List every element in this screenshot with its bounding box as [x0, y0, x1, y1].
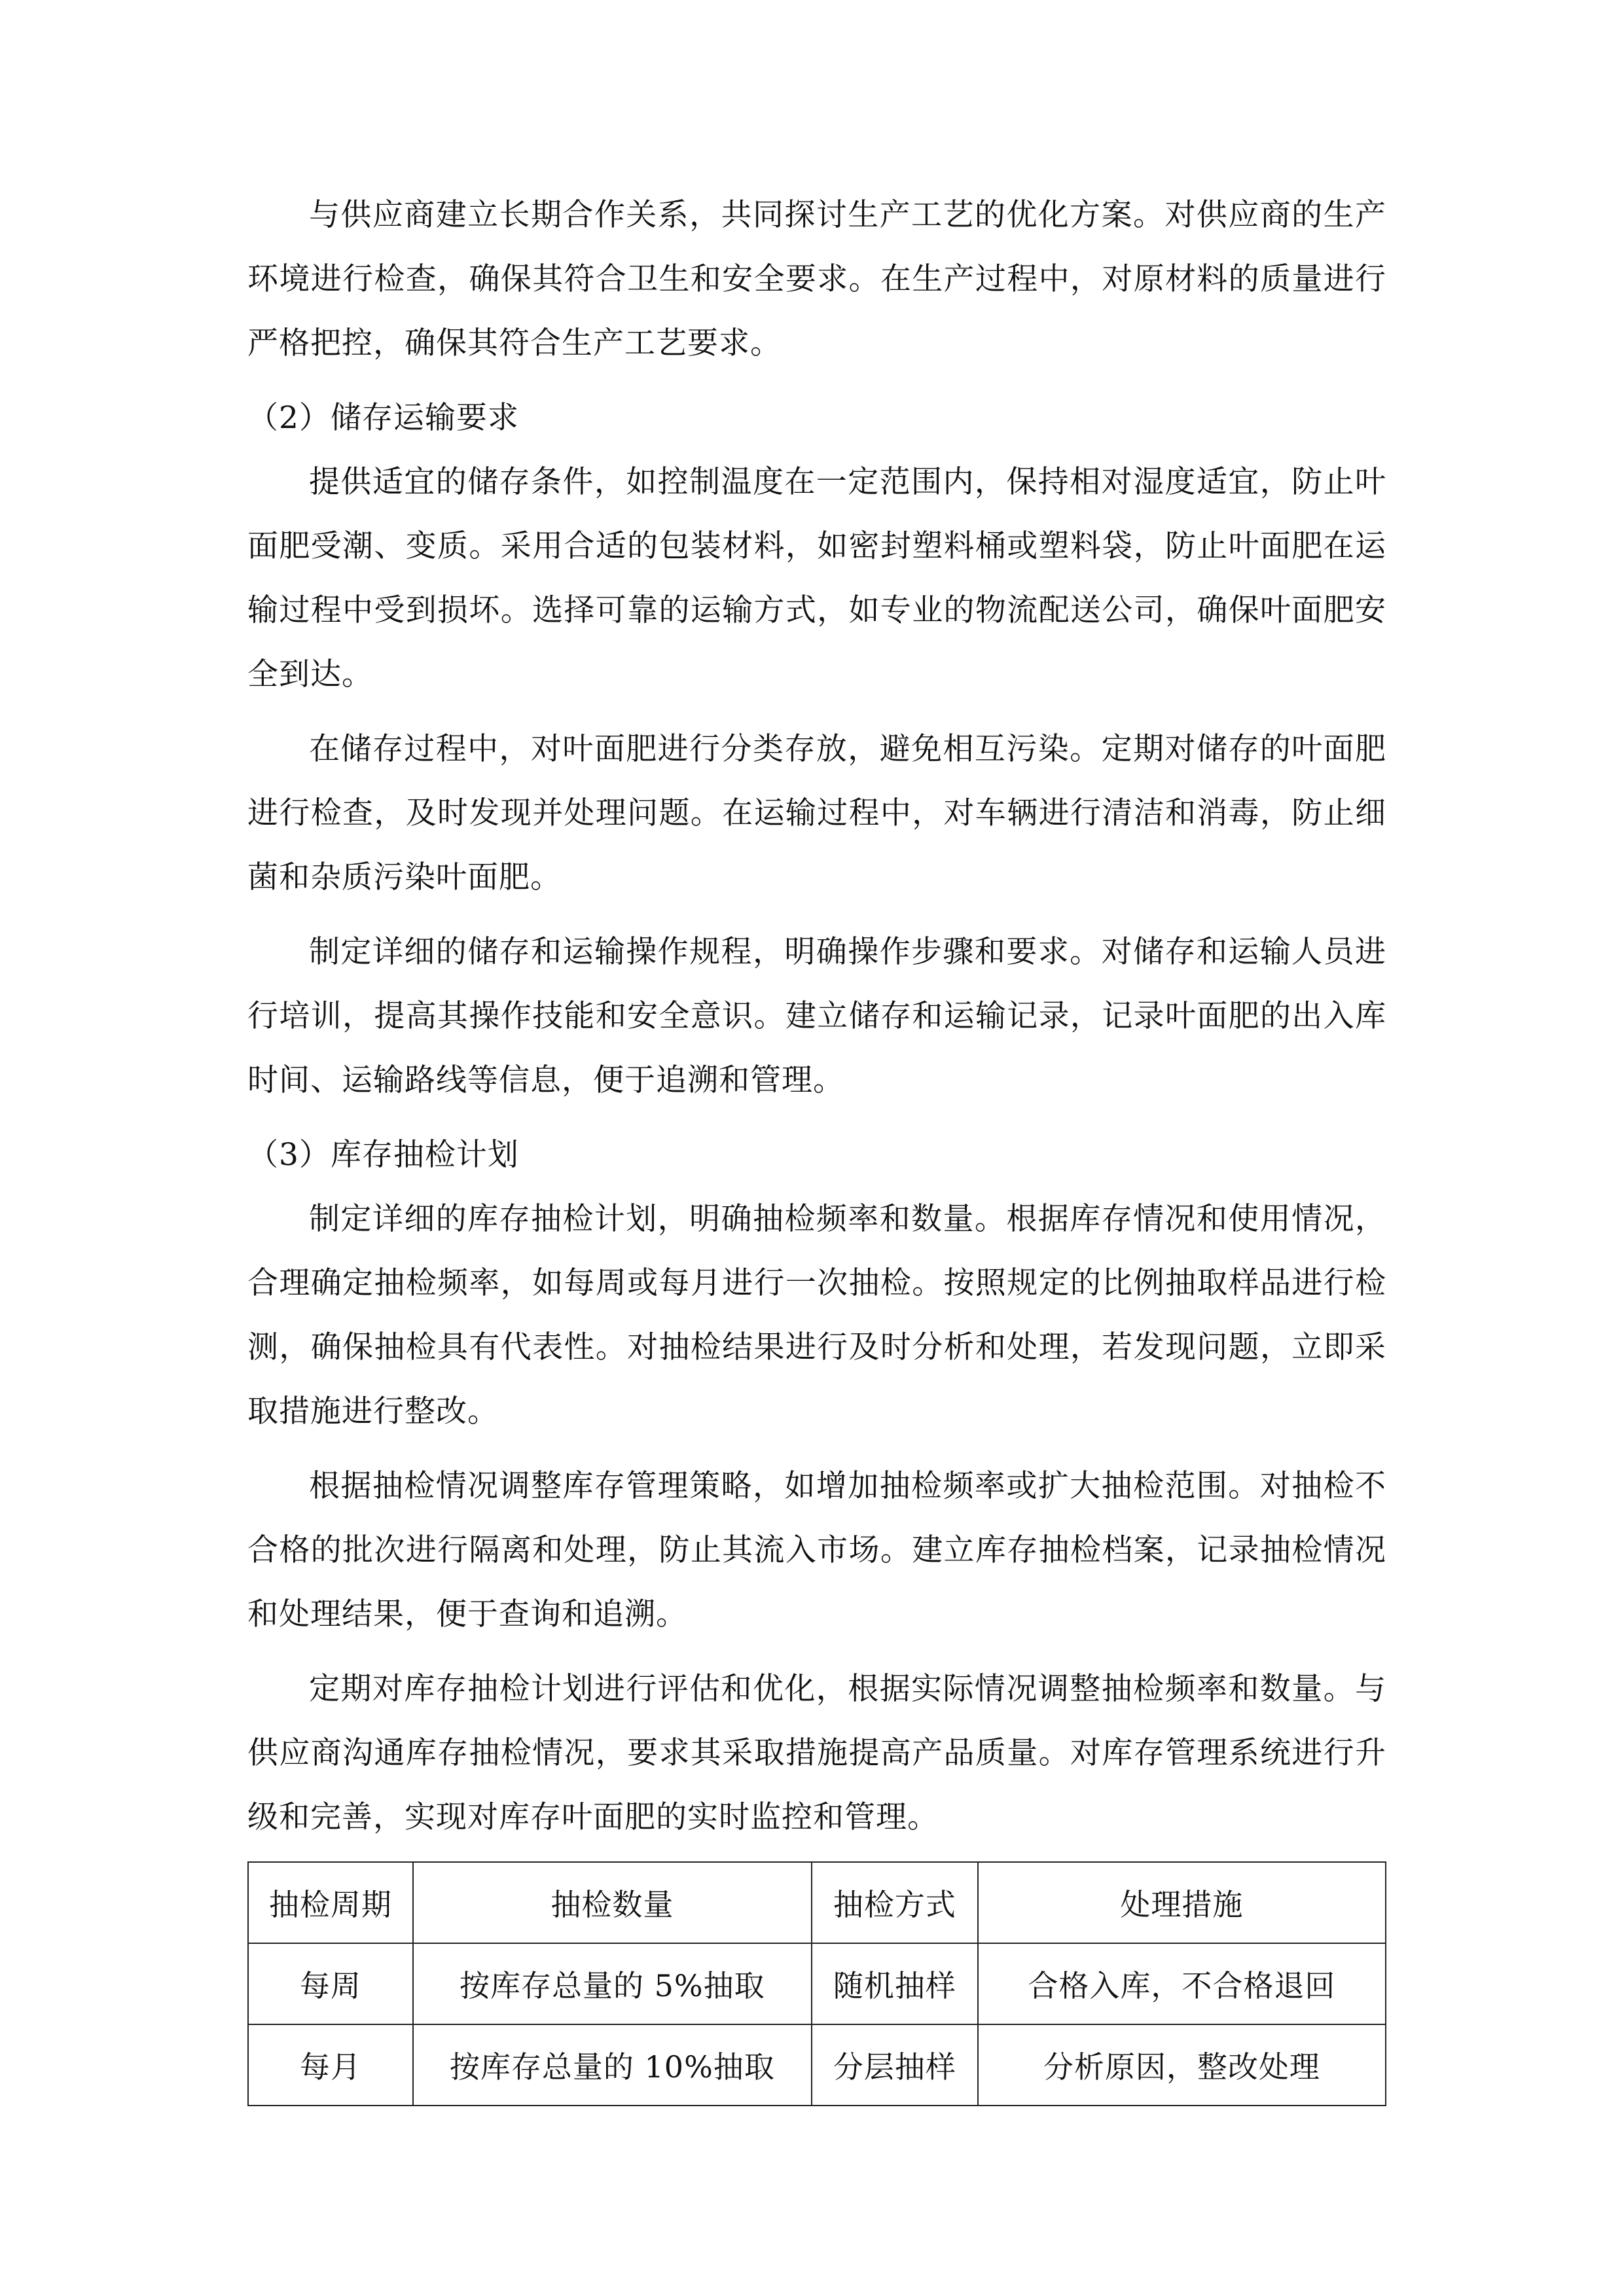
table-cell: 每周	[248, 1943, 413, 2024]
table-cell: 每月	[248, 2024, 413, 2106]
paragraph-inspection-plan: 制定详细的库存抽检计划，明确抽检频率和数量。根据库存情况和使用情况，合理确定抽检频率，如每周或每月进行一次抽检。按照规定的比例抽取样品进行检测，确保抽检具有代表性。对抽检结果进行及时分析和处理，若发现问题，立即采取措施进行整改。	[247, 1201, 1386, 1429]
paragraph-storage-conditions: 提供适宜的储存条件，如控制温度在一定范围内，保持相对湿度适宜，防止叶面肥受潮、变质。采用合适的包装材料，如密封塑料桶或塑料袋，防止叶面肥在运输过程中受到损坏。选择可靠的运输方式，如专业的物流配送公司，确保叶面肥安全到达。	[247, 464, 1386, 692]
header-cell-measures: 处理措施	[978, 1862, 1386, 1943]
paragraph-operation-rules: 制定详细的储存和运输操作规程，明确操作步骤和要求。对储存和运输人员进行培训，提高其操作技能和安全意识。建立储存和运输记录，记录叶面肥的出入库时间、运输路线等信息，便于追溯和管理。	[247, 934, 1386, 1098]
table-cell: 分层抽样	[812, 2024, 978, 2106]
table-cell: 随机抽样	[812, 1943, 978, 2024]
header-cell-method: 抽检方式	[812, 1862, 978, 1943]
table-cell: 按库存总量的 5%抽取	[413, 1943, 812, 2024]
document-page	[247, 183, 1386, 2106]
paragraph-inspection-adjustment: 根据抽检情况调整库存管理策略，如增加抽检频率或扩大抽检范围。对抽检不合格的批次进行隔离和处理，防止其流入市场。建立库存抽检档案，记录抽检情况和处理结果，便于查询和追溯。	[247, 1468, 1386, 1632]
table-row	[248, 2024, 1386, 2106]
table-cell: 分析原因，整改处理	[978, 2024, 1386, 2106]
table-row	[248, 1943, 1386, 2024]
paragraph-storage-process: 在储存过程中，对叶面肥进行分类存放，避免相互污染。定期对储存的叶面肥进行检查，及时发现并处理问题。在运输过程中，对车辆进行清洁和消毒，防止细菌和杂质污染叶面肥。	[247, 731, 1386, 895]
table-cell: 合格入库，不合格退回	[978, 1943, 1386, 2024]
paragraph-supplier-cooperation: 与供应商建立长期合作关系，共同探讨生产工艺的优化方案。对供应商的生产环境进行检查，确保其符合卫生和安全要求。在生产过程中，对原材料的质量进行严格把控，确保其符合生产工艺要求。	[247, 197, 1386, 361]
section-heading-storage-transport: （2）储存运输要求	[247, 400, 519, 436]
table-cell: 按库存总量的 10%抽取	[413, 2024, 812, 2106]
inspection-table	[247, 1861, 1386, 2106]
paragraph-inspection-optimization: 定期对库存抽检计划进行评估和优化，根据实际情况调整抽检频率和数量。与供应商沟通库存抽检情况，要求其采取措施提高产品质量。对库存管理系统进行升级和完善，实现对库存叶面肥的实时监控和管理。	[247, 1671, 1386, 1835]
section-heading-inventory-inspection: （3）库存抽检计划	[247, 1137, 519, 1173]
table-header-row	[248, 1862, 1386, 1943]
header-cell-period: 抽检周期	[248, 1862, 413, 1943]
header-cell-quantity: 抽检数量	[413, 1862, 812, 1943]
